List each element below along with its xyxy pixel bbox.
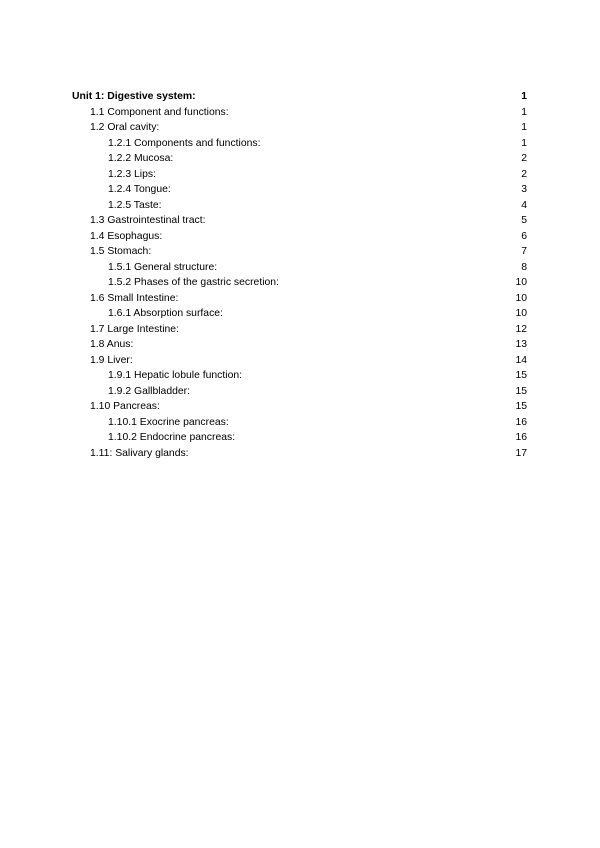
toc-entry-page-number: 8 (521, 261, 527, 273)
toc-entry-1-6[interactable] (72, 291, 527, 307)
toc-entry-1-2-1[interactable] (72, 136, 527, 152)
toc-entry-1-5-1[interactable] (72, 260, 527, 276)
toc-entry-page-number: 5 (521, 215, 527, 226)
toc-entry-1-6-1[interactable] (72, 306, 527, 322)
toc-entry-1-10-2[interactable] (72, 430, 527, 446)
toc-entry-title: 1.2.5 Taste: (108, 199, 162, 211)
toc-entry-1-3[interactable] (72, 213, 527, 229)
toc-entry-unit-1[interactable] (72, 89, 527, 105)
toc-entry-title: 1.2.4 Tongue: (108, 184, 171, 195)
toc-entry-page-number: 17 (515, 447, 527, 459)
toc-entry-1-4[interactable] (72, 229, 527, 245)
toc-entry-title: 1.5.2 Phases of the gastric secretion: (108, 277, 279, 288)
toc-entry-page-number: 2 (521, 153, 527, 164)
toc-entry-title: 1.10.2 Endocrine pancreas: (108, 432, 236, 443)
toc-entry-page-number: 6 (521, 230, 527, 242)
toc-entry-1-5[interactable] (72, 244, 527, 260)
toc-entry-1-2-4[interactable] (72, 182, 527, 198)
toc-entry-1-7[interactable] (72, 322, 527, 338)
toc-entry-title: 1.4 Esophagus: (90, 230, 163, 242)
toc-entry-page-number: 12 (515, 323, 527, 335)
toc-entry-1-10-1[interactable] (72, 415, 527, 431)
toc-entry-page-number: 1 (521, 122, 527, 133)
toc-entry-title: 1.2 Oral cavity: (90, 122, 160, 133)
toc-entry-1-2-3[interactable] (72, 167, 527, 183)
toc-entry-title: 1.8 Anus: (90, 339, 134, 350)
toc-entry-page-number: 10 (515, 308, 527, 319)
toc-entry-1-8[interactable] (72, 337, 527, 353)
toc-entry-title: 1.11: Salivary glands: (90, 447, 189, 459)
toc-entry-title: 1.5.1 General structure: (108, 261, 218, 273)
toc-entry-page-number: 14 (515, 354, 527, 366)
toc-entry-title: 1.7 Large Intestine: (90, 323, 179, 335)
toc-entry-1-1[interactable] (72, 105, 527, 121)
toc-entry-page-number: 15 (515, 370, 527, 381)
toc-entry-page-number: 10 (515, 292, 527, 304)
toc-entry-title: 1.9 Liver: (90, 354, 133, 366)
toc-entry-page-number: 2 (521, 168, 527, 180)
toc-entry-title: 1.2.2 Mucosa: (108, 153, 174, 164)
toc-entry-title: 1.6.1 Absorption surface: (108, 308, 223, 319)
toc-entry-title: 1.9.1 Hepatic lobule function: (108, 370, 243, 381)
toc-entry-1-2-5[interactable] (72, 198, 527, 214)
toc-entry-title: 1.5 Stomach: (90, 246, 152, 257)
toc-entry-page-number: 16 (515, 432, 527, 443)
toc-entry-1-9-2[interactable] (72, 384, 527, 400)
toc-entry-title: 1.3 Gastrointestinal tract: (90, 215, 206, 226)
toc-entry-page-number: 3 (521, 184, 527, 195)
toc-entry-page-number: 1 (521, 91, 527, 102)
toc-entry-1-9[interactable] (72, 353, 527, 369)
toc-entry-page-number: 15 (515, 401, 527, 412)
toc-entry-title: 1.6 Small Intestine: (90, 292, 179, 304)
toc-entry-title: 1.10.1 Exocrine pancreas: (108, 416, 229, 428)
toc-entry-page-number: 16 (515, 416, 527, 428)
toc-entry-1-11[interactable] (72, 446, 527, 462)
toc-entry-title: 1.2.3 Lips: (108, 168, 156, 180)
toc-entry-page-number: 4 (521, 199, 527, 211)
toc-entry-1-2-2[interactable] (72, 151, 527, 167)
toc-entry-title: 1.2.1 Components and functions: (108, 137, 261, 149)
table-of-contents (72, 89, 527, 461)
toc-entry-title: 1.1 Component and functions: (90, 106, 229, 118)
toc-entry-1-5-2[interactable] (72, 275, 527, 291)
toc-entry-1-10[interactable] (72, 399, 527, 415)
toc-entry-page-number: 13 (515, 339, 527, 350)
toc-entry-title: Unit 1: Digestive system: (72, 91, 196, 102)
toc-entry-title: 1.10 Pancreas: (90, 401, 160, 412)
toc-entry-page-number: 15 (515, 385, 527, 397)
toc-entry-page-number: 10 (515, 277, 527, 288)
toc-entry-1-9-1[interactable] (72, 368, 527, 384)
toc-entry-page-number: 7 (521, 246, 527, 257)
toc-entry-1-2[interactable] (72, 120, 527, 136)
toc-entry-page-number: 1 (521, 106, 527, 118)
toc-entry-title: 1.9.2 Gallbladder: (108, 385, 191, 397)
toc-entry-page-number: 1 (521, 137, 527, 149)
